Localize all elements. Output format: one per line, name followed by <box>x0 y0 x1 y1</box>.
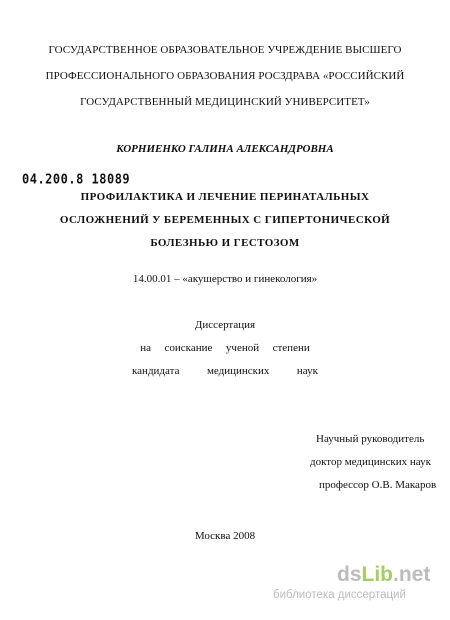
degree-word: степени <box>272 342 310 354</box>
institution-line-1: ГОСУДАРСТВЕННОЕ ОБРАЗОВАТЕЛЬНОЕ УЧРЕЖДЕНИЕ ВЫСШЕГО <box>48 44 402 56</box>
degree-word: кандидата <box>132 365 180 377</box>
city-year: Москва 2008 <box>194 530 256 542</box>
degree-line-3 <box>0 364 450 378</box>
logo-prefix: ds <box>337 563 362 586</box>
degree-heading: Диссертация <box>194 319 256 331</box>
degree-word: соискание <box>164 342 213 354</box>
logo-accent: Lib <box>361 563 394 586</box>
library-stamp: 04.200.8 18089 <box>22 171 131 187</box>
logo-suffix: .net <box>393 563 431 586</box>
degree-line-2 <box>0 341 450 355</box>
supervisor-name: профессор О.В. Макаров <box>319 479 437 491</box>
watermark-subtitle: библиотека диссертаций <box>273 589 406 601</box>
specialty-code: 14.00.01 – «акушерство и гинекология» <box>132 273 318 285</box>
degree-word: медицинских <box>206 365 270 377</box>
thesis-title-line-1: ПРОФИЛАКТИКА И ЛЕЧЕНИЕ ПЕРИНАТАЛЬНЫХ <box>80 191 370 203</box>
degree-word: наук <box>296 365 318 377</box>
thesis-title-line-2: ОСЛОЖНЕНИЙ У БЕРЕМЕННЫХ С ГИПЕРТОНИЧЕСКОЙ <box>59 214 391 226</box>
degree-word: ученой <box>225 342 260 354</box>
supervisor-degree: доктор медицинских наук <box>310 456 431 468</box>
dslib-logo <box>337 563 430 587</box>
institution-line-2: ПРОФЕССИОНАЛЬНОГО ОБРАЗОВАНИЯ РОСЗДРАВА «РОССИЙСКИЙ <box>45 70 405 82</box>
degree-word: на <box>140 342 152 354</box>
institution-line-3: ГОСУДАРСТВЕННЫЙ МЕДИЦИНСКИЙ УНИВЕРСИТЕТ» <box>80 96 370 108</box>
thesis-title-line-3: БОЛЕЗНЬЮ И ГЕСТОЗОМ <box>150 237 300 249</box>
supervisor-role: Научный руководитель <box>316 433 425 445</box>
author-name: КОРНИЕНКО ГАЛИНА АЛЕКСАНДРОВНА <box>116 143 334 155</box>
